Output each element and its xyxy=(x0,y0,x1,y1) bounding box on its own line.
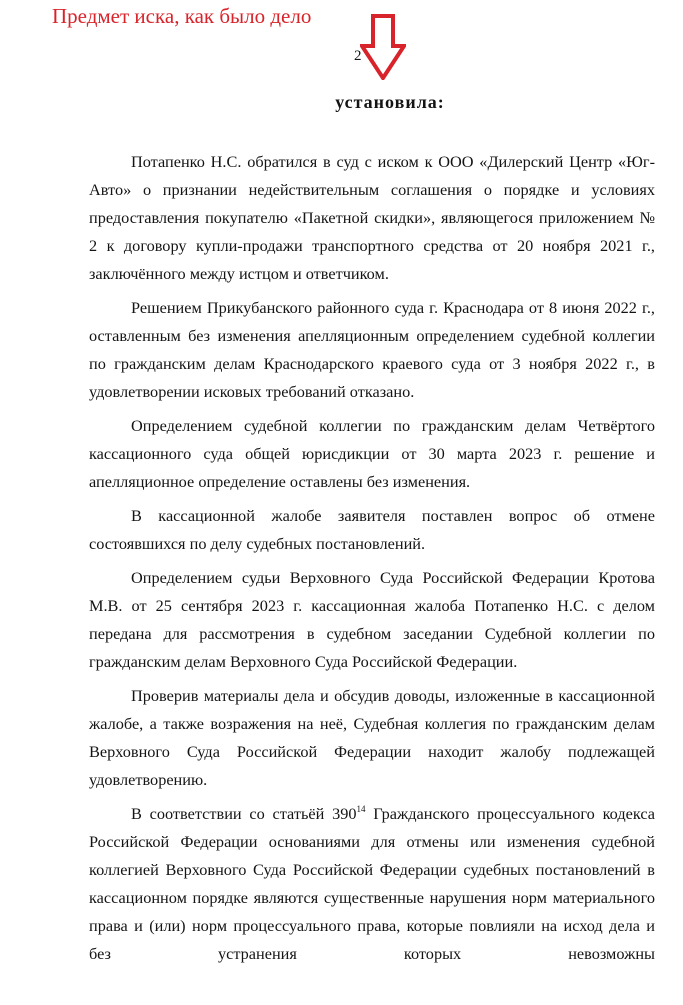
annotation-caption: Предмет иска, как было дело xyxy=(52,4,312,28)
paragraph-first-instance-decision: Решением Прикубанского районного суда г. Краснодара от 8 июня 2022 г., оставленным без изменения апелляционным определением судебной коллегии по гражданским делам Краснодарского краевого суда от 3 ноября 2022 г., в удовлетворении исковых требований отказано. xyxy=(89,298,655,401)
paragraph-cassation-ruling: Определением судебной коллегии по гражданским делам Четвёртого кассационного суда общей юрисдикции от 30 марта 2023 г. решение и апелляционное определение оставлены без изменения. xyxy=(89,416,655,491)
legal-grounds-text-end: Гражданского процессуального кодекса Российской Федерации основаниями для отмены или изменения судебной коллегией Верховного Суда Российской Федерации судебных постановлений в кассационном порядке являются существенные нарушения норм материального права и (или) норм процессуального права, которые повлияли на исход дела и без устранения которых невозможны xyxy=(89,804,655,963)
document-body xyxy=(89,148,655,974)
paragraph-review-conclusion: Проверив материалы дела и обсудив доводы, изложенные в кассационной жалобе, а также возражения на неё, Судебная коллегия по гражданским делам Верховного Суда Российской Федерации находит жалобу подлежащей удовлетворению. xyxy=(89,686,655,789)
page-number: 2 xyxy=(354,48,362,64)
paragraph-cassation-complaint: В кассационной жалобе заявителя поставлен вопрос об отмене состоявшихся по делу судебных постановлений. xyxy=(89,506,655,553)
paragraph-legal-grounds xyxy=(89,800,655,968)
section-heading: установила: xyxy=(335,92,445,112)
legal-grounds-text-start: В соответствии со статьёй 390 xyxy=(131,804,357,823)
paragraph-claim: Потапенко Н.С. обратился в суд с иском к ООО «Дилерский Центр «Юг-Авто» о признании недействительным соглашения о порядке и условиях предоставления покупателю «Пакетной скидки», являющегося приложением № 2 к договору купли-продажи транспортного средства от 20 ноября 2021 г., заключённого между истцом и ответчиком. xyxy=(89,152,655,283)
paragraph-referral: Определением судьи Верховного Суда Российской Федерации Кротова М.В. от 25 сентября 2023 г. кассационная жалоба Потапенко Н.С. с делом передана для рассмотрения в судебном заседании Судебной коллегии по гражданским делам Верховного Суда Российской Федерации. xyxy=(89,568,655,671)
down-arrow-outline-icon xyxy=(360,14,406,80)
article-superscript: 14 xyxy=(356,804,366,814)
